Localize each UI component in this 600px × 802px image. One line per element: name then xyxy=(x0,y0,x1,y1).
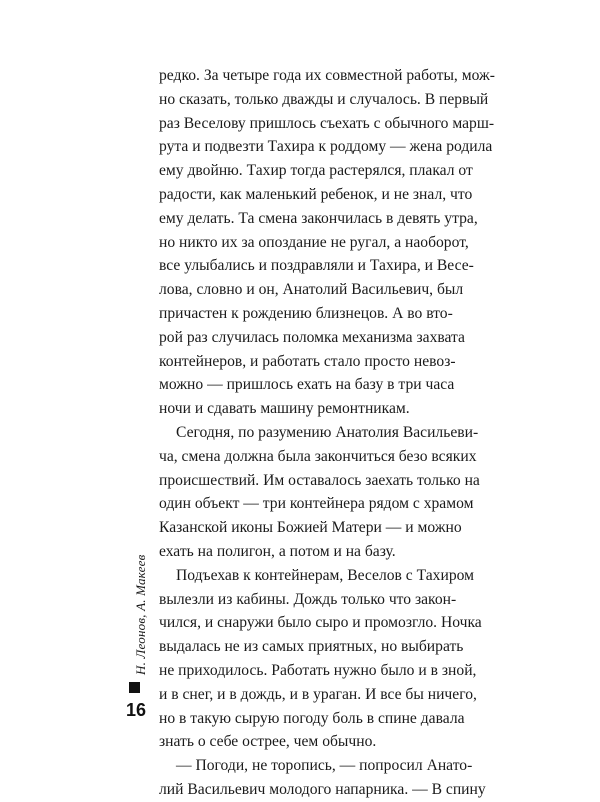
running-head: Н. Леонов, А. Макеев xyxy=(133,554,148,675)
text-line: Сегодня, по разумению Анатолия Васильеви- xyxy=(176,423,479,441)
text-line: происшествий. Им оставалось заехать только на xyxy=(159,471,480,489)
text-line: — Погоди, не торопись, — попросил Анато- xyxy=(176,757,473,775)
body-text xyxy=(159,64,495,802)
text-line: раз Веселову пришлось съехать с обычного марш- xyxy=(159,114,495,132)
text-line: и в снег, и в дождь, и в ураган. И все бы ничего, xyxy=(159,685,477,703)
text-line: все улыбались и поздравляли и Тахира, и Весе- xyxy=(159,257,474,275)
text-line: но никто их за опоздание не ругал, а наоборот, xyxy=(159,233,469,251)
section-marker xyxy=(129,682,140,693)
text-line: ему делать. Та смена закончилась в девять утра, xyxy=(159,209,478,227)
text-line: ехать на полигон, а потом и на базу. xyxy=(159,542,396,560)
text-line: Подъехав к контейнерам, Веселов с Тахиром xyxy=(176,566,474,584)
text-line: знать о себе острее, чем обычно. xyxy=(159,733,377,751)
text-line: ему двойню. Тахир тогда растерялся, плакал от xyxy=(159,162,473,180)
text-line: Казанской иконы Божией Матери — и можно xyxy=(159,519,462,537)
text-line: чился, и снаружи было сыро и промозгло. Ночка xyxy=(159,614,482,632)
text-line: причастен к рождению близнецов. А во вто- xyxy=(159,304,453,322)
text-line: рута и подвезти Тахира к роддому — жена родила xyxy=(159,138,493,156)
text-line: можно — пришлось ехать на базу в три часа xyxy=(159,376,455,394)
text-line: лова, словно и он, Анатолий Васильевич, был xyxy=(159,281,464,299)
text-line: редко. За четыре года их совместной работы, мож- xyxy=(159,67,495,84)
text-line: радости, как маленький ребенок, и не знал, что xyxy=(159,185,473,203)
text-line: выдалась не из самых приятных, но выбирать xyxy=(159,638,464,656)
text-line: но в такую сырую погоду боль в спине давала xyxy=(159,709,465,727)
text-line: не приходилось. Работать нужно было и в зной, xyxy=(159,661,477,679)
text-line: один объект — три контейнера рядом с храмом xyxy=(159,495,474,513)
text-line: но сказать, только дважды и случалось. В первый xyxy=(159,90,489,108)
page-number: 16 xyxy=(126,700,147,720)
text-line: лий Васильевич молодого напарника. — В спину xyxy=(159,780,486,798)
text-line: ночи и сдавать машину ремонтникам. xyxy=(159,400,410,418)
text-line: ча, смена должна была закончиться безо всяких xyxy=(159,447,477,465)
text-line: вылезли из кабины. Дождь только что закон- xyxy=(159,590,457,608)
text-line: рой раз случилась поломка механизма захвата xyxy=(159,328,465,346)
text-line: контейнеров, и работать стало просто невоз- xyxy=(159,352,456,370)
